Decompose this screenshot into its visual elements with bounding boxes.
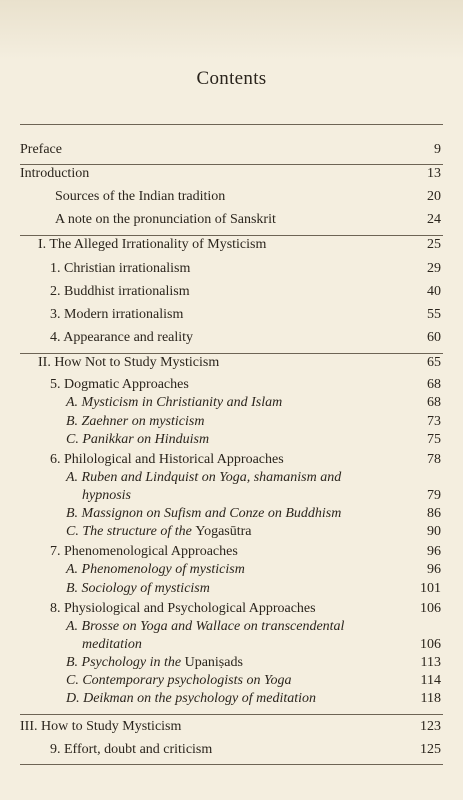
toc-entry-title: A. Mysticism in Christianity and Islam — [66, 395, 283, 410]
toc-entry — [0, 260, 463, 278]
toc-entry — [0, 487, 463, 505]
page-title: Contents — [196, 68, 267, 89]
toc-entry-title: 5. Dogmatic Approaches — [50, 377, 189, 392]
toc-entry-page: 96 — [427, 544, 441, 559]
toc-entry — [0, 236, 463, 254]
toc-entry-title — [66, 523, 252, 541]
toc-entry-title: meditation — [82, 637, 142, 652]
toc-entry — [0, 165, 463, 183]
toc-entry-page: 101 — [420, 581, 441, 596]
toc-entry-title — [66, 654, 243, 672]
toc-entry-title: A. Brosse on Yoga and Wallace on transcendental — [66, 619, 345, 634]
toc-entry — [0, 431, 463, 449]
toc-entry-page: 40 — [427, 284, 441, 299]
toc-entry-page: 9 — [434, 142, 441, 157]
toc-entry — [0, 469, 463, 487]
toc-entry-title: 3. Modern irrationalism — [50, 307, 184, 322]
toc-entry-page: 106 — [420, 637, 441, 652]
toc-entry-title: A. Phenomenology of mysticism — [66, 562, 245, 577]
toc-entry-title: Introduction — [20, 166, 90, 181]
toc-entry-title: A note on the pronunciation of Sanskrit — [55, 212, 276, 227]
toc-entry — [0, 636, 463, 654]
toc-entry-page: 79 — [427, 488, 441, 503]
toc-entry-page: 96 — [427, 562, 441, 577]
toc-entry-page: 78 — [427, 452, 441, 467]
toc-entry — [0, 376, 463, 394]
toc-entry — [0, 505, 463, 523]
toc-entry-title: C. Panikkar on Hinduism — [66, 432, 210, 447]
toc-entry-page: 125 — [420, 742, 441, 757]
toc-entry-title-roman: Yogasūtra — [195, 524, 252, 539]
toc-entry-title: II. How Not to Study Mysticism — [38, 355, 220, 370]
toc-entry-title: 4. Appearance and reality — [50, 330, 194, 345]
toc-entry-title: B. Massignon on Sufism and Conze on Buddhism — [66, 506, 342, 521]
toc-entry-title: 9. Effort, doubt and criticism — [50, 742, 213, 757]
toc-entry-page: 75 — [427, 432, 441, 447]
toc-entry-page: 90 — [427, 524, 441, 539]
toc-entry-title: 6. Philological and Historical Approaches — [50, 452, 284, 467]
toc-entry-page: 65 — [427, 355, 441, 370]
toc-entry — [0, 672, 463, 690]
toc-entry — [0, 654, 463, 672]
toc-entry — [0, 394, 463, 412]
toc-entry — [0, 413, 463, 431]
toc-entry-page: 68 — [427, 377, 441, 392]
toc-entry-page: 123 — [420, 719, 441, 734]
toc-entry-title: 1. Christian irrationalism — [50, 261, 191, 276]
toc-entry — [0, 741, 463, 759]
toc-entry-title: 2. Buddhist irrationalism — [50, 284, 190, 299]
toc-entry — [0, 690, 463, 708]
toc-entry — [0, 141, 463, 159]
toc-entry-title: 8. Physiological and Psychological Approaches — [50, 601, 316, 616]
toc-entry-page: 25 — [427, 237, 441, 252]
toc-entry-title: D. Deikman on the psychology of meditation — [66, 691, 317, 706]
toc-entry — [0, 543, 463, 561]
toc-entry-title: hypnosis — [82, 488, 131, 503]
toc-entry-page: 118 — [420, 691, 441, 706]
toc-entry-page: 29 — [427, 261, 441, 276]
toc-entry-page: 114 — [420, 673, 441, 688]
toc-entry-title: Sources of the Indian tradition — [55, 189, 226, 204]
toc-entry-page: 60 — [427, 330, 441, 345]
rule — [20, 714, 443, 715]
toc-entry — [0, 283, 463, 301]
toc-entry-page: 20 — [427, 189, 441, 204]
toc-entry — [0, 718, 463, 736]
toc-entry-title: B. Sociology of mysticism — [66, 581, 210, 596]
toc-entry-title: C. Contemporary psychologists on Yoga — [66, 673, 292, 688]
toc-entry-page: 86 — [427, 506, 441, 521]
toc-entry-page: 13 — [427, 166, 441, 181]
toc-entry — [0, 188, 463, 206]
toc-entry — [0, 618, 463, 636]
toc-entry-title: A. Ruben and Lindquist on Yoga, shamanism and — [66, 470, 342, 485]
toc-entry-title: Preface — [20, 142, 62, 157]
show-through-text — [0, 0, 463, 60]
toc-entry — [0, 523, 463, 541]
toc-entry-title: 7. Phenomenological Approaches — [50, 544, 238, 559]
toc-entry-page: 106 — [420, 601, 441, 616]
toc-entry-page: 113 — [420, 655, 441, 670]
toc-entry — [0, 354, 463, 372]
toc-entry — [0, 211, 463, 229]
toc-entry-title: III. How to Study Mysticism — [20, 719, 182, 734]
toc-entry-page: 55 — [427, 307, 441, 322]
toc-entry — [0, 329, 463, 347]
toc-entry-page: 73 — [427, 414, 441, 429]
toc-entry-title: I. The Alleged Irrationality of Mysticism — [38, 237, 267, 252]
toc-entry — [0, 561, 463, 579]
toc-entry — [0, 600, 463, 618]
toc-entry — [0, 451, 463, 469]
toc-entry-title-roman: Upaniṣads — [184, 655, 243, 670]
rule-bottom — [20, 764, 443, 765]
toc-entry-page: 68 — [427, 395, 441, 410]
toc-entry-page: 24 — [427, 212, 441, 227]
toc-entry — [0, 580, 463, 598]
toc-entry-title: B. Zaehner on mysticism — [66, 414, 205, 429]
toc-entry-title-italic: C. The structure of the — [66, 524, 196, 539]
toc-entry-title-italic: B. Psychology in the — [66, 655, 185, 670]
toc-entry — [0, 306, 463, 324]
rule-top — [20, 124, 443, 125]
